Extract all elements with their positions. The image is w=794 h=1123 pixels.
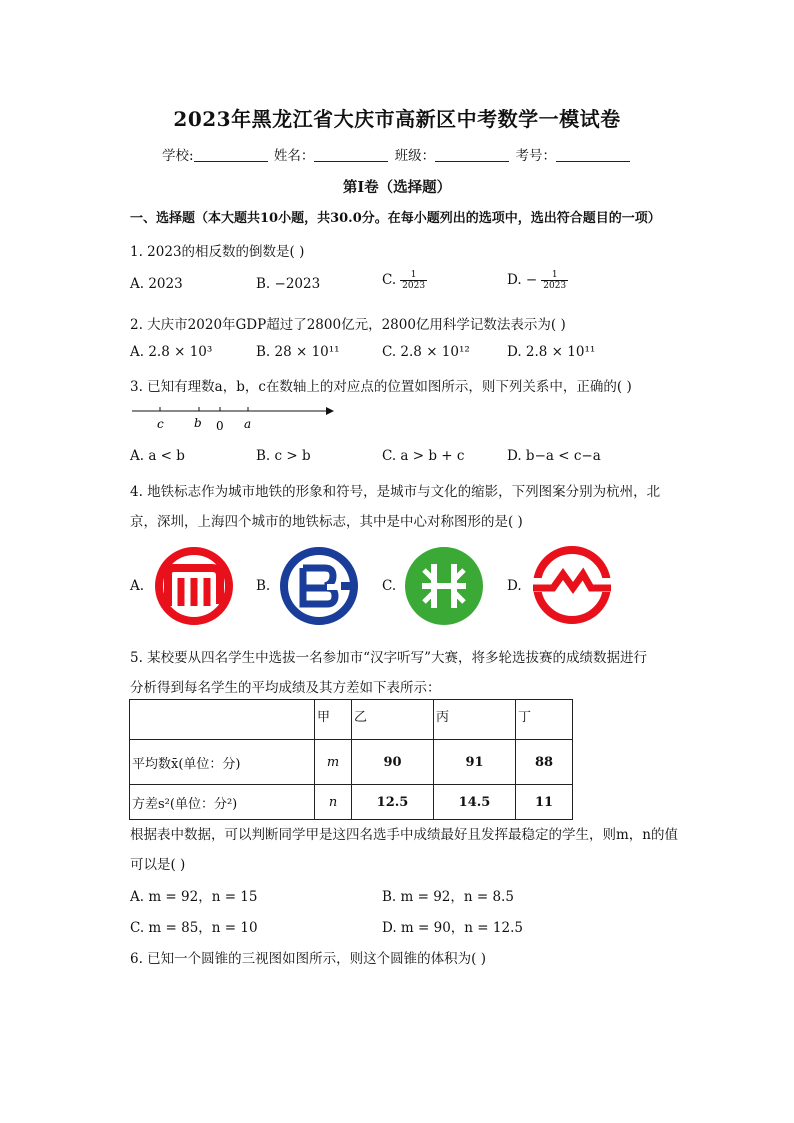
q5-after-line1: 根据表中数据，可以判断同学甲是这四名选手中成绩最好且发挥最稳定的学生，则m，n的值: [130, 827, 678, 843]
shenzhen-metro-logo-icon[interactable]: [404, 546, 484, 626]
q3-stem: 3. 已知有理数a，b，c在数轴上的对应点的位置如图所示，则下列关系中，正确的( ): [130, 379, 632, 395]
table-cell: [315, 740, 352, 785]
table-header-cell: 乙: [352, 700, 434, 740]
q1-option-d-fraction: [541, 270, 568, 291]
class-field[interactable]: [435, 148, 509, 162]
class-label: 班级：: [394, 148, 436, 164]
q1-option-c[interactable]: [382, 270, 427, 291]
table-cell: 90: [352, 740, 434, 785]
q4-option-d-label[interactable]: D.: [507, 578, 522, 594]
exam-number-field[interactable]: [556, 148, 630, 162]
q4-option-c-label[interactable]: C.: [382, 578, 397, 594]
q2-stem: 2. 大庆市2020年GDP超过了2800亿元，2800亿用科学记数法表示为( ): [130, 317, 566, 333]
q4-option-b-label[interactable]: B.: [256, 578, 271, 594]
section-title: 一、选择题（本大题共10小题，共30.0分。在每小题列出的选项中，选出符合题目的一项）: [130, 211, 661, 226]
exam-number-label: 考号：: [515, 148, 556, 164]
fraction-numerator: 1: [541, 270, 568, 281]
q4-option-a-label[interactable]: A.: [130, 578, 145, 594]
q5-after-line2: 可以是( ): [130, 857, 186, 873]
q1-option-c-label: C.: [382, 272, 397, 288]
q2-option-d[interactable]: D. 2.8 × 10¹¹: [507, 344, 596, 360]
q2-option-a[interactable]: A. 2.8 × 10³: [130, 344, 213, 360]
fraction-denominator: 2023: [402, 281, 426, 291]
table-row: [130, 785, 573, 820]
name-field[interactable]: [314, 148, 388, 162]
table-row: [130, 740, 573, 785]
table-header-cell: [130, 700, 315, 740]
table-cell: 14.5: [434, 785, 516, 820]
table-header-cell: 丁: [516, 700, 573, 740]
q1-option-d-label: D. −: [507, 272, 538, 288]
table-cell: 12.5: [352, 785, 434, 820]
hangzhou-metro-logo-icon[interactable]: [154, 546, 234, 626]
table-cell: 11: [516, 785, 573, 820]
table-cell-value: m: [326, 754, 340, 770]
number-line-arrow-icon: [326, 407, 334, 415]
q1-option-d[interactable]: [507, 270, 568, 291]
label-0: 0: [216, 419, 224, 433]
number-line-figure: [128, 402, 338, 434]
table-cell: 88: [516, 740, 573, 785]
label-b: b: [194, 416, 202, 430]
student-info-line: [0, 144, 794, 164]
exam-title: 2023年黑龙江省大庆市高新区中考数学一模试卷: [173, 107, 621, 131]
q5-option-b[interactable]: B. m = 92，n = 8.5: [382, 889, 514, 905]
q3-option-a[interactable]: A. a < b: [130, 448, 185, 464]
table-cell: [315, 785, 352, 820]
table-header-row: [130, 700, 573, 740]
table-row-label: 平均数x̄(单位：分): [130, 740, 315, 785]
q3-option-b[interactable]: B. c > b: [256, 448, 311, 464]
q4-stem-line1: 4. 地铁标志作为城市地铁的形象和符号，是城市与文化的缩影，下列图案分别为杭州，北: [130, 484, 661, 500]
part-title: 第I卷（选择题）: [342, 179, 452, 196]
table-row-label: 方差s²(单位：分²): [130, 785, 315, 820]
q6-stem: 6. 已知一个圆锥的三视图如图所示，则这个圆锥的体积为( ): [130, 951, 486, 967]
beijing-metro-logo-icon[interactable]: [279, 546, 359, 626]
q1-option-b[interactable]: B. −2023: [256, 276, 321, 292]
name-label: 姓名：: [273, 148, 315, 164]
q5-option-c[interactable]: C. m = 85，n = 10: [130, 920, 258, 936]
table-header-cell: 丙: [434, 700, 516, 740]
q5-stem-line1: 5. 某校要从四名学生中选拔一名参加市“汉字听写”大赛，将多轮选拔赛的成绩数据进行: [130, 650, 647, 666]
fraction-denominator: 2023: [543, 281, 567, 291]
q1-option-a[interactable]: A. 2023: [130, 276, 183, 292]
q5-stem-line2: 分析得到每名学生的平均成绩及其方差如下表所示：: [130, 680, 441, 696]
q4-stem-line2: 京，深圳，上海四个城市的地铁标志，其中是中心对称图形的是( ): [130, 514, 523, 530]
q5-option-a[interactable]: A. m = 92，n = 15: [130, 889, 258, 905]
q3-option-d[interactable]: D. b−a < c−a: [507, 448, 601, 464]
table-header-cell: 甲: [315, 700, 352, 740]
fraction-numerator: 1: [400, 270, 427, 281]
q2-option-b[interactable]: B. 28 × 10¹¹: [256, 344, 340, 360]
q5-option-d[interactable]: D. m = 90，n = 12.5: [382, 920, 523, 936]
q1-stem: 1. 2023的相反数的倒数是( ): [130, 244, 305, 260]
label-a: a: [244, 417, 252, 431]
table-cell-value: n: [328, 794, 338, 810]
shanghai-metro-logo-icon[interactable]: [531, 544, 613, 626]
q2-option-c[interactable]: C. 2.8 × 10¹²: [382, 344, 470, 360]
label-c: c: [157, 417, 164, 431]
q1-option-c-fraction: [400, 270, 427, 291]
scores-table: [129, 699, 573, 820]
school-field[interactable]: [194, 148, 268, 162]
table-cell: 91: [434, 740, 516, 785]
school-label: 学校:: [162, 148, 194, 164]
q3-option-c[interactable]: C. a > b + c: [382, 448, 465, 464]
